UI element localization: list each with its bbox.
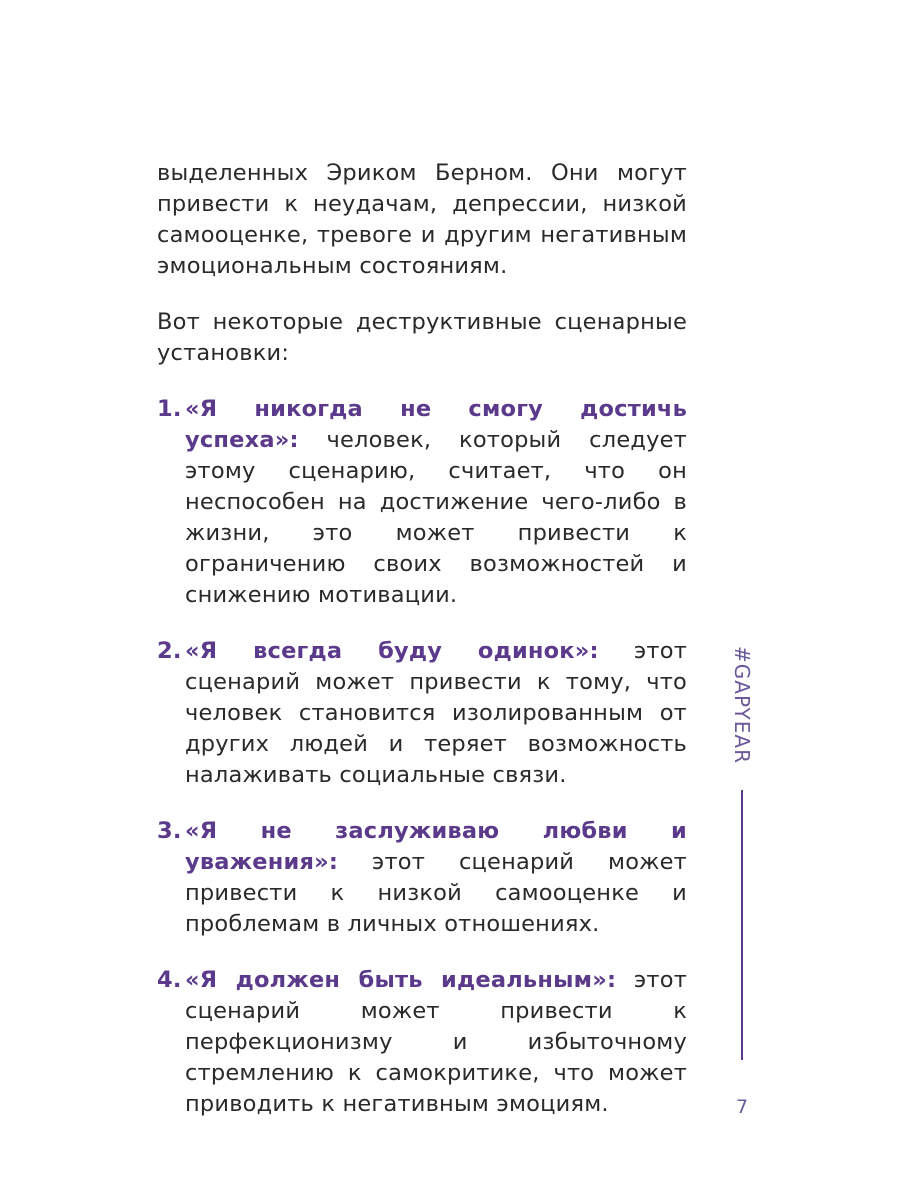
list-item-number: 1.	[157, 396, 182, 422]
lead-in-paragraph: Вот некоторые деструктивные сценарные установки:	[157, 309, 687, 366]
list-item-text: этот сценарий может привести к низкой самооценке и проблемам в личных отношениях.	[185, 849, 687, 937]
list-item-number: 4.	[157, 967, 182, 993]
intro-paragraph: выделенных Эриком Берном. Они могут привести к неудачам, депрессии, низкой самооценке, тревоге и другим негативным эмоциональным состояниям.	[157, 160, 687, 279]
list-item-number: 2.	[157, 638, 182, 664]
list-item-heading: «Я никогда не смогу достичь успеха»:	[185, 396, 687, 453]
side-hashtag-text: #GAPYEAR	[730, 646, 754, 764]
side-hashtag	[727, 640, 757, 770]
list-item-heading: «Я всегда буду одинок»:	[185, 638, 599, 664]
list-item-number: 3.	[157, 818, 182, 844]
list-item	[157, 394, 687, 611]
list-item-text: этот сценарий может привести к тому, что человек становится изолированным от других людей и теряет возможность налаживать социальные связи.	[185, 638, 687, 788]
list-item	[157, 965, 687, 1120]
list-item-heading: «Я не заслуживаю любви и уважения»:	[185, 818, 687, 875]
list-item-heading: «Я должен быть идеальным»:	[185, 967, 617, 993]
page-number: 7	[735, 1096, 749, 1118]
list-item-text: этот сценарий может привести к перфекционизму и избыточному стремлению к самокритике, что может приводить к негативным эмоциям.	[185, 967, 688, 1117]
side-divider-line	[741, 790, 743, 1060]
list-item	[157, 636, 687, 791]
list-item	[157, 816, 687, 940]
list-item-text: человек, который следует этому сценарию, считает, что он неспособен на достижение чего-либо в жизни, это может привести к ограничению своих возможностей и снижению мотивации.	[185, 427, 687, 608]
scenario-list	[157, 394, 687, 1120]
page-body	[157, 158, 687, 1145]
